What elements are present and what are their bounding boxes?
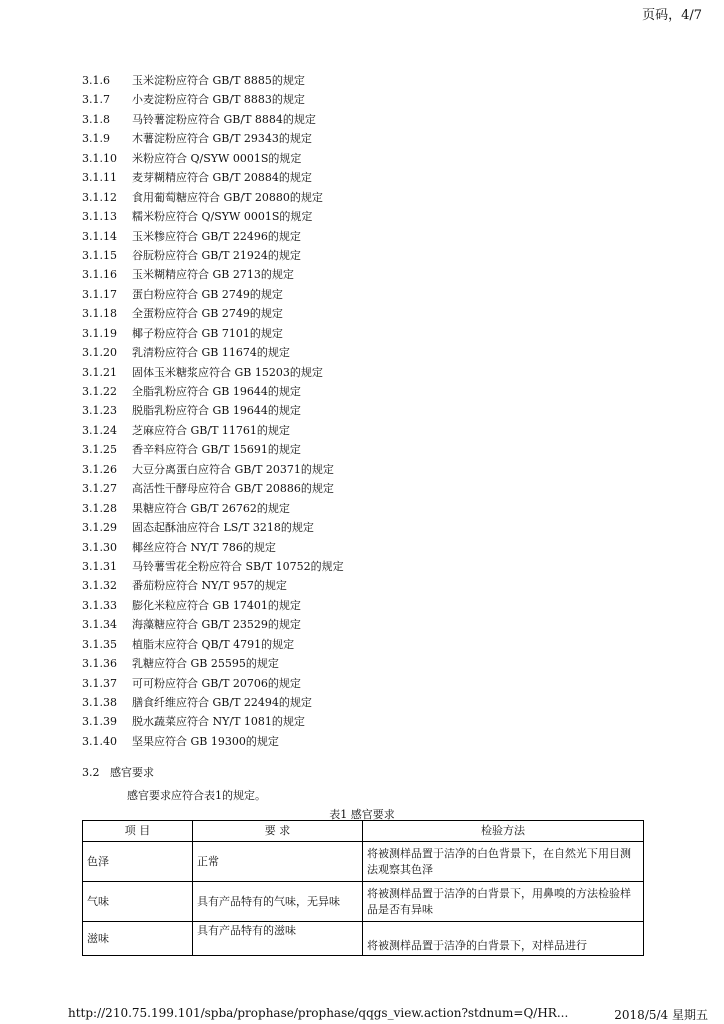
clause-number: 3.1.28 [82, 501, 117, 515]
clause-text: 乳清粉应符合 GB 11674的规定 [132, 346, 290, 360]
clause-item [82, 538, 344, 557]
table-header-row [83, 821, 644, 842]
clause-text: 全脂乳粉应符合 GB 19644的规定 [132, 385, 301, 398]
clause-number: 3.1.8 [82, 112, 110, 126]
clause-number: 3.1.38 [82, 696, 117, 709]
clause-text: 木薯淀粉应符合 GB/T 29343的规定 [132, 132, 312, 146]
clause-number: 3.1.13 [82, 210, 117, 224]
clause-item [82, 246, 344, 265]
row-requirement: 具有产品特有的滋味 [193, 922, 363, 956]
row-item: 滋味 [83, 922, 193, 956]
clause-number: 3.1.23 [82, 404, 117, 418]
clause-item [82, 129, 344, 148]
clause-item [82, 693, 344, 712]
clause-text: 大豆分离蛋白应符合 GB/T 20371的规定 [132, 462, 334, 476]
row-item: 气味 [83, 882, 193, 922]
clause-item [82, 382, 344, 401]
clause-number: 3.1.31 [82, 559, 117, 573]
row-method: 将被测样品置于洁净的白色背景下，在自然光下用目测法观察其色泽 [363, 842, 644, 882]
clause-item [82, 712, 344, 731]
clause-number: 3.1.36 [82, 657, 117, 671]
clause-text: 脱脂乳粉应符合 GB 19644的规定 [132, 404, 301, 418]
clause-text: 乳糖应符合 GB 25595的规定 [132, 657, 279, 671]
section-intro: 感官要求应符合表1的规定。 [127, 789, 266, 802]
table-row [83, 922, 644, 956]
section-heading [82, 764, 154, 780]
clause-text: 马铃薯雪花全粉应符合 SB/T 10752的规定 [132, 559, 344, 573]
clause-item [82, 285, 344, 304]
clause-number: 3.1.25 [82, 443, 117, 457]
clause-number: 3.1.17 [82, 287, 117, 301]
clause-number: 3.1.39 [82, 715, 117, 729]
clause-text: 玉米淀粉应符合 GB/T 8885的规定 [132, 74, 305, 87]
clause-item [82, 265, 344, 284]
section-title: 感官要求 [110, 766, 154, 779]
row-method: 将被测样品置于洁净的白背景下，对样品进行 [363, 922, 644, 956]
clause-text: 番茄粉应符合 NY/T 957的规定 [132, 579, 287, 593]
clause-item [82, 421, 344, 440]
clause-number: 3.1.19 [82, 326, 117, 340]
footer-url: http://210.75.199.101/spba/prophase/prophase/qqgs_view.action?stdnum=Q/HR... [68, 1006, 569, 1020]
clause-text: 蛋白粉应符合 GB 2749的规定 [132, 287, 283, 301]
clause-item [82, 557, 344, 576]
clause-number: 3.1.6 [82, 74, 110, 87]
clause-text: 高活性干酵母应符合 GB/T 20886的规定 [132, 482, 334, 496]
clause-item [82, 343, 344, 362]
clause-text: 固体玉米糖浆应符合 GB 15203的规定 [132, 365, 323, 379]
clause-item [82, 207, 344, 226]
row-method: 将被测样品置于洁净的白背景下，用鼻嗅的方法检验样品是否有异味 [363, 882, 644, 922]
clause-item [82, 149, 344, 168]
clause-text: 脱水蔬菜应符合 NY/T 1081的规定 [132, 715, 305, 729]
clause-text: 海藻糖应符合 GB/T 23529的规定 [132, 618, 301, 632]
table-row [83, 842, 644, 882]
clause-item [82, 732, 344, 751]
clause-number: 3.1.37 [82, 676, 117, 690]
clause-number: 3.1.40 [82, 734, 117, 748]
clause-number: 3.1.22 [82, 385, 117, 398]
clause-text: 玉米糁应符合 GB/T 22496的规定 [132, 229, 301, 243]
clause-number: 3.1.29 [82, 521, 117, 535]
clause-text: 香辛料应符合 GB/T 15691的规定 [132, 443, 301, 457]
clause-item [82, 674, 344, 693]
clause-text: 固态起酥油应符合 LS/T 3218的规定 [132, 521, 314, 535]
clause-text: 玉米糊精应符合 GB 2713的规定 [132, 268, 294, 282]
table-row [83, 882, 644, 922]
row-requirement: 具有产品特有的气味，无异味 [193, 882, 363, 922]
clause-text: 谷朊粉应符合 GB/T 21924的规定 [132, 248, 301, 262]
clause-item [82, 576, 344, 595]
clause-text: 马铃薯淀粉应符合 GB/T 8884的规定 [132, 112, 316, 126]
clause-list [82, 71, 344, 751]
clause-number: 3.1.11 [82, 171, 117, 185]
column-header-method: 检验方法 [363, 821, 644, 842]
column-header-item: 项 目 [83, 821, 193, 842]
clause-number: 3.1.18 [82, 307, 117, 321]
clause-number: 3.1.10 [82, 151, 117, 165]
clause-item [82, 401, 344, 420]
clause-item [82, 71, 344, 90]
clause-number: 3.1.20 [82, 346, 117, 360]
clause-number: 3.1.26 [82, 462, 117, 476]
clause-number: 3.1.16 [82, 268, 117, 282]
clause-text: 麦芽糊精应符合 GB/T 20884的规定 [132, 171, 312, 185]
clause-text: 米粉应符合 Q/SYW 0001S的规定 [132, 151, 302, 165]
clause-text: 食用葡萄糖应符合 GB/T 20880的规定 [132, 190, 323, 204]
clause-text: 椰子粉应符合 GB 7101的规定 [132, 326, 283, 340]
clause-number: 3.1.15 [82, 248, 117, 262]
clause-text: 小麦淀粉应符合 GB/T 8883的规定 [132, 93, 305, 107]
table-caption: 表1 感官要求 [329, 808, 395, 821]
clause-number: 3.1.30 [82, 540, 117, 554]
clause-item [82, 615, 344, 634]
clause-text: 果糖应符合 GB/T 26762的规定 [132, 501, 290, 515]
column-header-requirement: 要 求 [193, 821, 363, 842]
clause-number: 3.1.27 [82, 482, 117, 496]
clause-item [82, 499, 344, 518]
row-item: 色泽 [83, 842, 193, 882]
clause-number: 3.1.24 [82, 423, 117, 437]
clause-number: 3.1.12 [82, 190, 117, 204]
clause-text: 可可粉应符合 GB/T 20706的规定 [132, 676, 301, 690]
clause-item [82, 363, 344, 382]
clause-item [82, 460, 344, 479]
clause-number: 3.1.33 [82, 598, 117, 612]
clause-text: 膨化米粒应符合 GB 17401的规定 [132, 598, 301, 612]
clause-text: 植脂末应符合 QB/T 4791的规定 [132, 637, 295, 651]
clause-number: 3.1.7 [82, 93, 110, 107]
clause-item [82, 304, 344, 323]
clause-item [82, 227, 344, 246]
clause-text: 膳食纤维应符合 GB/T 22494的规定 [132, 696, 312, 709]
clause-item [82, 654, 344, 673]
clause-item [82, 168, 344, 187]
clause-item [82, 518, 344, 537]
clause-item [82, 110, 344, 129]
clause-item [82, 188, 344, 207]
footer-date: 2018/5/4 星期五 [614, 1008, 708, 1022]
clause-number: 3.1.34 [82, 618, 117, 632]
clause-number: 3.1.35 [82, 637, 117, 651]
clause-number: 3.1.9 [82, 132, 110, 146]
page-number: 页码，4/7 [642, 8, 702, 23]
clause-text: 坚果应符合 GB 19300的规定 [132, 734, 279, 748]
clause-text: 椰丝应符合 NY/T 786的规定 [132, 540, 276, 554]
clause-number: 3.1.32 [82, 579, 117, 593]
clause-text: 芝麻应符合 GB/T 11761的规定 [132, 423, 290, 437]
clause-item [82, 635, 344, 654]
clause-item [82, 90, 344, 109]
clause-text: 全蛋粉应符合 GB 2749的规定 [132, 307, 283, 321]
clause-number: 3.1.14 [82, 229, 117, 243]
clause-item [82, 324, 344, 343]
clause-item [82, 479, 344, 498]
sensory-requirements-table [82, 820, 644, 956]
clause-number: 3.1.21 [82, 365, 117, 379]
clause-item [82, 596, 344, 615]
clause-item [82, 440, 344, 459]
clause-text: 糯米粉应符合 Q/SYW 0001S的规定 [132, 210, 313, 224]
row-requirement: 正常 [193, 842, 363, 882]
section-number: 3.2 [82, 766, 100, 779]
